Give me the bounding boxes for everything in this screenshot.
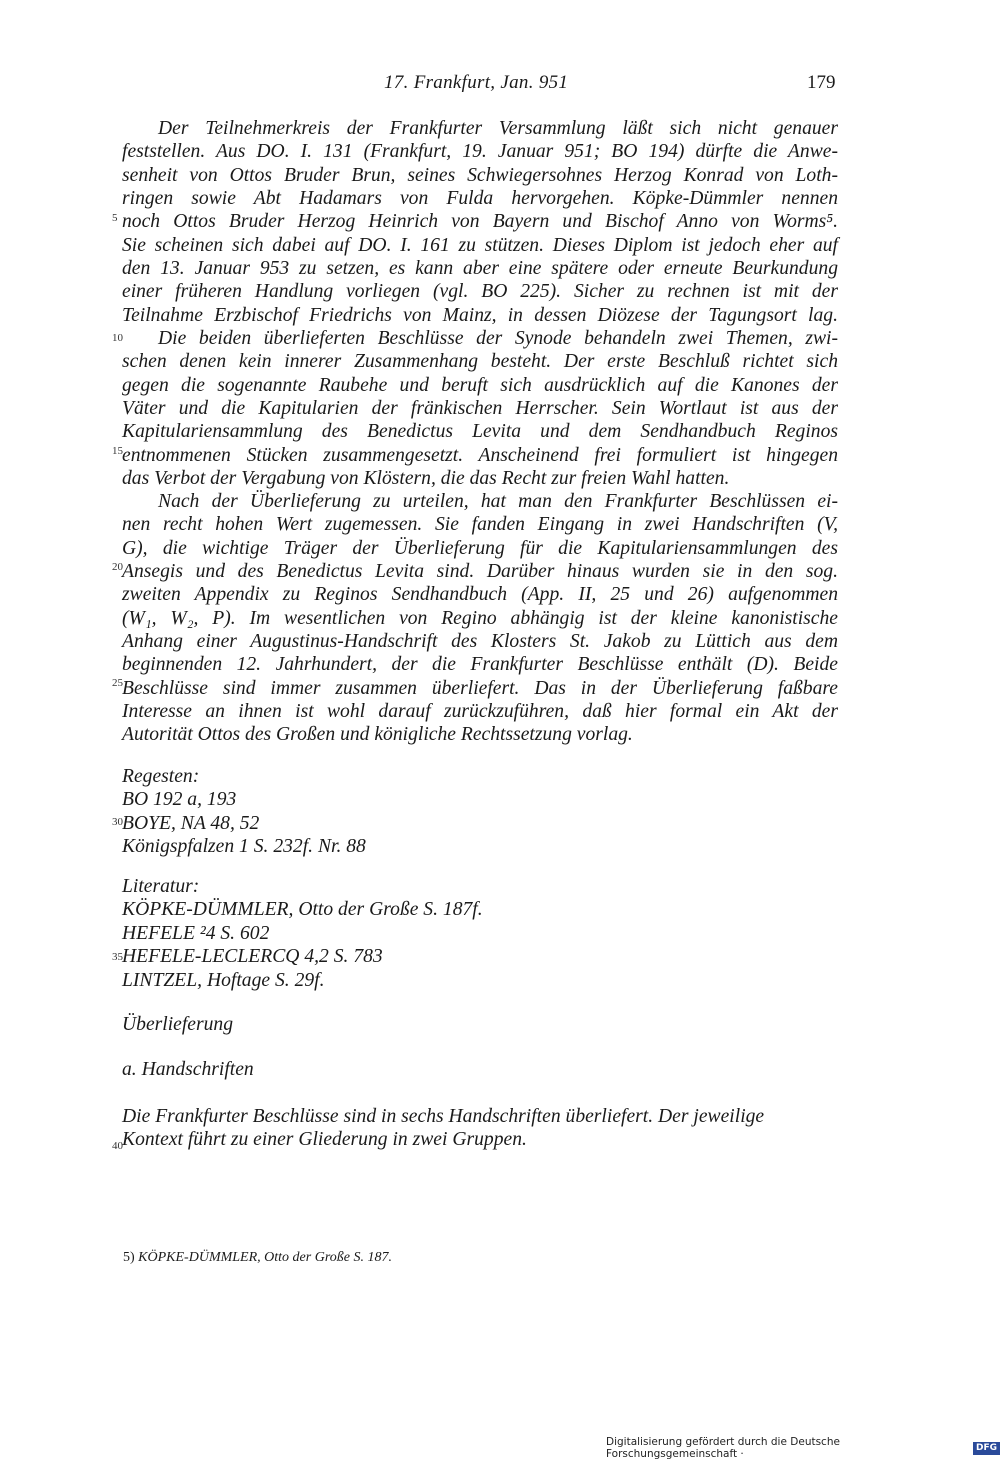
closing-paragraph xyxy=(122,1105,764,1152)
text-line: Kontext führt zu einer Gliederung in zwei Gruppen. xyxy=(122,1129,527,1151)
text-line: feststellen. Aus DO. I. 131 (Frankfurt, 19. Januar 951; BO 194) dürfte die Anwe- xyxy=(122,141,838,163)
dfg-logo: DFG xyxy=(973,1442,1000,1455)
credit-text: Digitalisierung gefördert durch die Deutsche Forschungsgemeinschaft · xyxy=(606,1436,840,1460)
text-line: das Verbot der Vergabung von Klöstern, die das Recht zur freien Wahl hatten. xyxy=(122,468,730,490)
text-line: Die Frankfurter Beschlüsse sind in sechs Handschriften überliefert. Der jeweilige xyxy=(122,1106,765,1127)
text-line: G), die wichtige Träger der Überlieferung für die Kapitulariensammlungen des xyxy=(122,537,838,559)
line-number: 40 xyxy=(112,1140,123,1152)
literatur-heading: Literatur: xyxy=(122,876,200,897)
line-number: 10 xyxy=(112,332,123,344)
line-number: 15 xyxy=(112,445,123,457)
line-number: 35 xyxy=(112,951,123,963)
line-number: 20 xyxy=(112,561,123,573)
text-line: Beschlüsse sind immer zusammen überliefert. Das in der Überlieferung faßbare xyxy=(122,677,838,699)
text-line: beginnenden 12. Jahrhundert, der die Frankfurter Beschlüsse enthält (D). Beide xyxy=(122,654,838,676)
text-line: schen denen kein innerer Zusammenhang besteht. Der erste Beschluß richtet sich xyxy=(122,351,838,373)
literatur-item: HEFELE ²4 S. 602 xyxy=(122,922,270,944)
literatur-item: HEFELE-LECLERCQ 4,2 S. 783 xyxy=(122,946,383,968)
text-line: noch Ottos Bruder Herzog Heinrich von Bayern und Bischof Anno von Worms⁵. xyxy=(122,211,838,233)
paragraph-1 xyxy=(122,117,838,327)
line-number: 5 xyxy=(112,212,118,224)
text-line: Väter und die Kapitularien der fränkischen Herrscher. Sein Wortlaut ist aus der xyxy=(122,398,838,420)
footnote xyxy=(123,1250,392,1266)
line-number: 25 xyxy=(112,677,123,689)
line-number: 30 xyxy=(112,816,123,828)
text-line: Kapitulariensammlung des Benedictus Levita und dem Sendhandbuch Reginos xyxy=(122,421,838,443)
footnote-text: KÖPKE-DÜMMLER, Otto der Große S. 187. xyxy=(138,1250,392,1265)
text-line: gegen die sogenannte Raubehe und beruft sich ausdrücklich auf die Kanones der xyxy=(122,374,838,396)
page-number: 179 xyxy=(807,72,836,93)
literatur-item: KÖPKE-DÜMMLER, Otto der Große S. 187f. xyxy=(122,899,483,921)
literatur-item: LINTZEL, Hoftage S. 29f. xyxy=(122,969,325,991)
regesten-item: Königspfalzen 1 S. 232f. Nr. 88 xyxy=(122,836,366,858)
text-line: entnommenen Stücken zusammengesetzt. Anscheinend frei formuliert ist hingegen xyxy=(122,444,838,466)
digitization-credit xyxy=(606,1436,1000,1460)
paragraph-2 xyxy=(122,327,838,490)
ueberlieferung-heading: Überlieferung xyxy=(122,1014,234,1035)
text-line: Teilnahme Erzbischof Friedrichs von Mainz, in dessen Diözese der Tagungsort lag. xyxy=(122,304,838,326)
handschriften-heading: a. Handschriften xyxy=(122,1059,254,1080)
text-line: senheit von Ottos Bruder Brun, seines Schwiegersohnes Herzog Konrad von Loth- xyxy=(122,164,838,186)
running-header: 17. Frankfurt, Jan. 951 xyxy=(384,72,569,93)
paragraph-3 xyxy=(122,490,838,747)
text-line: nen recht hohen Wert zugemessen. Sie fanden Eingang in zwei Handschriften (V, xyxy=(122,514,838,536)
regesten-block xyxy=(122,765,366,859)
text-line: Ansegis und des Benedictus Levita sind. Darüber hinaus wurden sie in den sog. xyxy=(122,561,838,583)
text-line: Der Teilnehmerkreis der Frankfurter Versammlung läßt sich nicht genauer xyxy=(158,118,838,139)
text-line: einer früheren Handlung vorliegen (vgl. BO 225). Sicher zu rechnen ist mit der xyxy=(122,281,838,303)
text-line: zweiten Appendix zu Reginos Sendhandbuch (App. II, 25 und 26) aufgenommen xyxy=(122,584,838,606)
regesten-item: BOYE, NA 48, 52 xyxy=(122,812,260,834)
text-line: Interesse an ihnen ist wohl darauf zurückzuführen, daß hier formal ein Akt der xyxy=(122,701,838,723)
text-line: Autorität Ottos des Großen und königliche Rechtssetzung vorlag. xyxy=(122,724,633,746)
regesten-heading: Regesten: xyxy=(122,766,200,787)
text-line: Sie scheinen sich dabei auf DO. I. 161 zu stützen. Dieses Diplom ist jedoch eher auf xyxy=(122,234,838,256)
text-line: den 13. Januar 953 zu setzen, es kann aber eine spätere oder erneute Beurkundung xyxy=(122,258,838,280)
text-line: Nach der Überlieferung zu urteilen, hat man den Frankfurter Beschlüssen ei- xyxy=(158,491,838,512)
text-line: (W₁, W₂, P). Im wesentlichen von Regino abhängig ist der kleine kanonistische xyxy=(122,607,838,629)
text-line: Anhang einer Augustinus-Handschrift des Klosters St. Jakob zu Lüttich aus dem xyxy=(122,631,838,653)
regesten-item: BO 192 a, 193 xyxy=(122,789,237,811)
text-line: ringen sowie Abt Hadamars von Fulda hervorgehen. Köpke-Dümmler nennen xyxy=(122,188,838,210)
literatur-block xyxy=(122,875,483,992)
text-line: Die beiden überlieferten Beschlüsse der Synode behandeln zwei Themen, zwi- xyxy=(158,328,838,349)
footnote-number: 5) xyxy=(123,1250,135,1265)
